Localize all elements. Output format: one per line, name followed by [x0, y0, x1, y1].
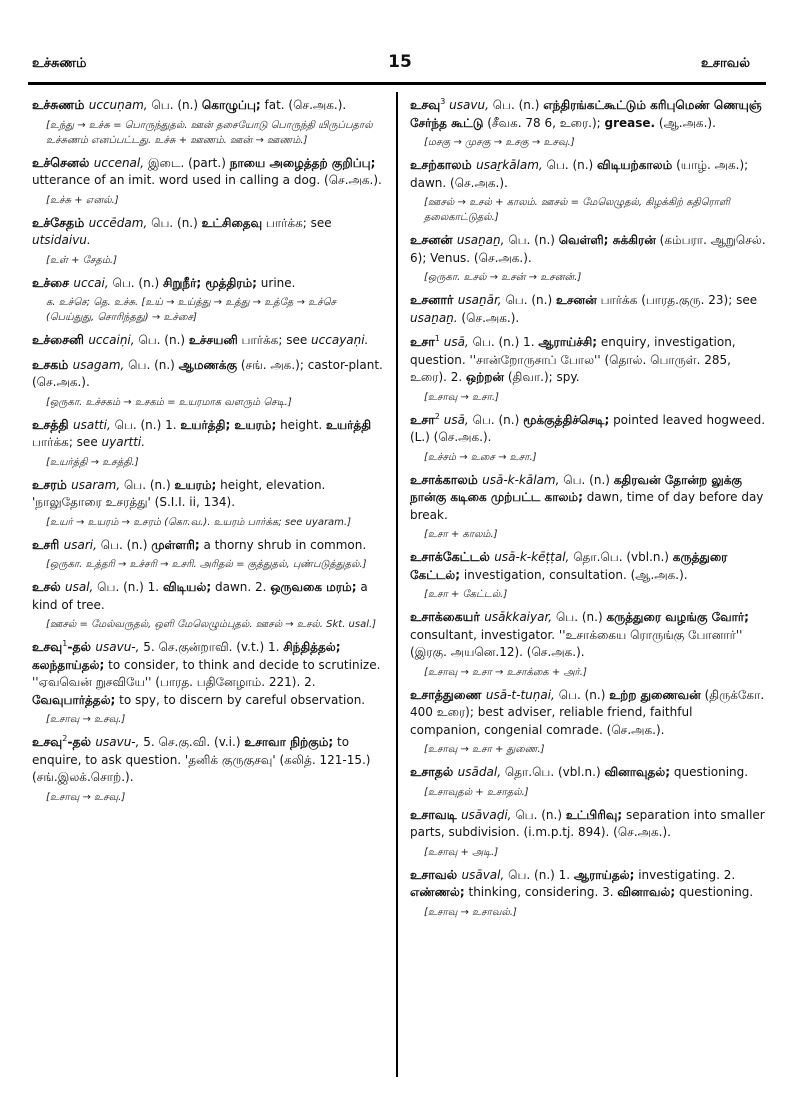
definition-text: (திவா.); spy.: [504, 370, 580, 384]
entry-definition: [32, 638, 384, 709]
transliteration: uccēdam,: [88, 215, 148, 230]
headword: உச்செனல்: [32, 154, 94, 170]
dictionary-entry: [32, 96, 384, 148]
etymology-note: [மசகு → முசகு → உசகு → உசவு.]: [424, 137, 575, 148]
entry-definition: [410, 96, 766, 132]
headword: உசற்காலம்: [410, 157, 477, 172]
etymology-note: [உயர் → உயரம் → உசரம் (கொ.வ.). உயரம் பார்க்க; see uyaram.]: [46, 516, 352, 528]
entry-definition: [410, 411, 766, 447]
entry-definition: [410, 763, 766, 782]
dictionary-page: [28, 52, 772, 1092]
page-header: [28, 52, 772, 78]
column-divider: [396, 92, 398, 1077]
headword: உசத்தி: [32, 416, 73, 432]
tamil-gloss: கதிரவன் தோன்ற லுக்கு நான்கு கடிகை முற்பட்ட காலம்;: [410, 472, 742, 504]
tamil-gloss: ஆராய்தல்;: [573, 867, 635, 882]
definition-text: questioning.: [675, 885, 754, 899]
entry-definition: [410, 333, 766, 387]
tamil-gloss: வினாவல்;: [617, 885, 676, 899]
definition-text: பார்க்க; see: [262, 215, 332, 230]
definition-text: (செ.அக.).: [457, 310, 520, 325]
tamil-gloss: உசனன்: [555, 293, 597, 307]
tamil-gloss: உயரம்;: [174, 477, 217, 492]
tamil-gloss: உச்சயனி: [188, 333, 238, 347]
definition-text: (சீவக. 78 6, உரை.);: [483, 115, 605, 130]
definition-text: பெ. (n.): [501, 293, 556, 307]
definition-text: பார்க்க; see: [32, 435, 102, 449]
tamil-gloss: ஆமணக்கு: [178, 357, 238, 372]
definition-text: investigation, consultation. (ஆ.அக.).: [460, 567, 688, 582]
tamil-gloss: விடியற்காலம்: [597, 158, 673, 172]
definition-text: a kind of tree.: [32, 580, 368, 612]
etymology-note: [ஒருகா. உசல் → உசன் → உசனன்.]: [424, 272, 582, 283]
headword: உசாக்கையர்: [410, 609, 485, 624]
dictionary-entry: [410, 231, 766, 285]
dictionary-entry: [32, 356, 384, 410]
definition-text: separation into smaller parts, subdivision. (i.m.p.tj. 894). (செ.அக.).: [410, 807, 765, 839]
transliteration: usaṉār,: [457, 293, 502, 307]
tamil-gloss: சிறுநீர்; மூத்திரம்;: [163, 275, 257, 290]
transliteration: usaṟkālam,: [476, 158, 543, 172]
dictionary-entry: [32, 154, 384, 208]
dictionary-entry: [32, 214, 384, 268]
header-right-guide-word: உசாவல்: [700, 56, 750, 71]
transliteration: usari,: [63, 537, 97, 552]
tamil-gloss: எந்திரங்கட்கூட்டும் கரிபுமெண் ணெயுஞ் சேர்ந்த கூட்டு: [410, 98, 762, 130]
definition-text: பெ. (n.): [147, 215, 202, 230]
transliteration: usavu,: [449, 98, 489, 112]
transliteration: usatti,: [73, 417, 111, 432]
definition-text: dawn, time of day before day break.: [410, 490, 764, 522]
headword: உசல்: [32, 579, 65, 594]
transliteration: usagam,: [72, 357, 125, 372]
cross-reference: uyartti.: [101, 435, 146, 449]
tamil-gloss: உட்சிதைவு: [201, 215, 263, 230]
dictionary-entry: [410, 686, 766, 758]
transliteration: usāvaḍi,: [461, 807, 512, 822]
definition-text: பார்க்க; see: [237, 333, 312, 347]
definition-text: a thorny shrub in common.: [199, 537, 367, 552]
transliteration: uccaiṇi,: [88, 333, 135, 347]
cross-reference: utsidaivu.: [32, 233, 91, 247]
headword: உசாதல்: [410, 764, 458, 779]
definition-text: பெ. (n.): [559, 472, 614, 487]
definition-text: பெ. (n.): [504, 233, 559, 247]
definition-text: height, elevation. 'நாலுதோரை உசரத்து' (S.I.I. ii, 134).: [32, 477, 326, 509]
headword: உச்சை: [32, 274, 74, 290]
definition-text: fat. (செ.அக.).: [260, 98, 347, 112]
tamil-gloss: வெள்ளி; சுக்கிரன்: [558, 233, 656, 247]
definition-text: பெ. (n.): [542, 158, 598, 172]
entry-definition: [410, 231, 766, 267]
headword: உச்சேதம்: [32, 214, 89, 230]
homograph-number: 1: [62, 639, 68, 648]
etymology-note: [உசாவு → உசா + துணை.]: [424, 744, 545, 755]
tamil-gloss: வேவுபார்த்தல்;: [32, 692, 116, 707]
definition-text: பெ. (n.) 1.: [110, 417, 181, 432]
transliteration: usākkaiyar,: [484, 610, 553, 624]
definition-text: urine.: [256, 275, 296, 290]
tamil-gloss: உயர்த்தி: [325, 417, 372, 432]
headword: உசா: [410, 334, 435, 349]
tamil-gloss: ஒருவகை மரம்;: [270, 580, 357, 594]
tamil-gloss: வினாவுதல்;: [604, 765, 671, 779]
headword: உசகம்: [32, 356, 73, 372]
transliteration: usā-t-tuṇai,: [485, 687, 555, 702]
cross-reference: uccayaṇi.: [311, 333, 369, 347]
dictionary-entry: [410, 608, 766, 680]
headword: உசாக்கேட்டல்: [410, 549, 495, 564]
entry-definition: [410, 548, 766, 584]
transliteration: uccuṇam,: [88, 98, 148, 112]
tamil-gloss: உற்ற துணைவன்: [609, 687, 701, 702]
tamil-gloss: உயர்த்தி; உயரம்;: [180, 417, 277, 432]
dictionary-entry: [410, 411, 766, 465]
dictionary-entry: [410, 156, 766, 225]
transliteration: usā-k-kālam,: [482, 472, 560, 487]
headword: உசாத்துணை: [410, 686, 486, 702]
right-column: [410, 96, 766, 926]
dictionary-entry: [32, 733, 384, 805]
etymology-note: [ஊசல் → உசல் + காலம். ஊசல் = மேலெழுதல், கிழக்கிற் கதிரொளி தலைகாட்டுதல்.]: [424, 197, 730, 223]
definition-text: (கம்பரா. ஆறுசெல். 6); Venus. (செ.அக.).: [410, 233, 766, 265]
entry-definition: [32, 578, 384, 614]
entry-definition: [410, 866, 766, 902]
dictionary-entry: [410, 548, 766, 602]
etymology-note: [உசாவு → உசாவல்.]: [424, 906, 517, 918]
definition-text: பெ. (n.) 1.: [93, 580, 163, 594]
homograph-number: 2: [434, 411, 440, 421]
dictionary-entry: [410, 291, 766, 327]
definition-text: பெ. (n.) 1.: [504, 867, 574, 882]
transliteration: usavu-,: [95, 640, 140, 654]
etymology-note: [உசாவு → உசா → உசாக்கை + அர்.]: [424, 666, 587, 678]
tamil-gloss: உசாவா நிற்கும்;: [244, 735, 334, 749]
transliteration: usā,: [443, 335, 469, 349]
headword: உசாவல்: [410, 866, 462, 882]
definition-text: பெ. (n.): [134, 333, 189, 347]
entry-definition: [32, 96, 384, 115]
left-column: [32, 96, 384, 811]
etymology-note: [உசாவு → உசா.]: [424, 391, 499, 403]
dictionary-entry: [410, 333, 766, 405]
tamil-gloss: எண்ணல்;: [410, 885, 465, 899]
transliteration: usavu-,: [95, 735, 140, 749]
definition-text: தொ.பெ. (vbl.n.): [501, 765, 605, 779]
entry-definition: [410, 608, 766, 662]
etymology-note: க. உச்செ; தெ. உச்சு. [உய் → உய்த்து → உத்து → உத்தே → உச்செ (பெய்துது, சொரிந்தது) → உச்சை]: [46, 297, 337, 323]
etymology-note: [ஒருகா. உத்தரி → உச்சரி → உசரி. அரிதல் = குத்துதல், புண்படுத்துதல்.]: [46, 559, 367, 570]
entry-definition: [410, 156, 766, 192]
dictionary-entry: [410, 96, 766, 150]
entry-definition: [410, 291, 766, 327]
etymology-note: [ஒருகா. உச்சகம் → உசகம் = உயரமாக வளரும் செடி.]: [46, 396, 292, 408]
transliteration: uccai,: [73, 275, 109, 290]
etymology-note: [உயர்த்தி → உசத்தி.]: [46, 456, 139, 468]
etymology-note: [உசா + கேட்டல்.]: [424, 589, 508, 600]
entry-definition: [32, 356, 384, 392]
header-left-guide-word: உச்சுணம்: [32, 56, 87, 71]
entry-definition: [32, 331, 384, 350]
headword: உசாவடி: [410, 806, 462, 822]
cross-reference: usaṉaṉ.: [410, 310, 458, 325]
definition-text: pointed leaved hogweed. (L.) (செ.அக.).: [410, 412, 766, 444]
definition-text: தொ.பெ. (vbl.n.): [569, 550, 673, 564]
definition-text: பெ. (n.): [124, 357, 179, 372]
etymology-note: [உந்து → உச்சு = பொருந்துதல். ஊன் தசையோடு பொருந்தி யிருப்பதால் உச்சுணம் எனப்பட்டது. உச்சு + ஊணம். ஊன் → ஊணம்.]: [46, 119, 373, 146]
entry-definition: [32, 733, 384, 787]
headword: உசவு: [32, 639, 63, 654]
definition-text: to spy, to discern by careful observation.: [115, 692, 366, 707]
etymology-note: [உச்சம் → உசை → உசா.]: [424, 451, 537, 463]
definition-text: பெ. (n.): [488, 98, 544, 112]
definition-text: பெ. (n.): [468, 412, 524, 427]
homograph-number: 3: [440, 97, 446, 106]
entry-definition: [410, 686, 766, 740]
entry-definition: [410, 471, 766, 525]
entry-definition: [32, 416, 384, 452]
definition-text: utterance of an imit. word used in calling a dog. (செ.அக.).: [32, 173, 382, 187]
page-number: 15: [388, 52, 412, 72]
dictionary-entry: [32, 274, 384, 326]
dictionary-entry: [32, 638, 384, 727]
tamil-gloss: grease.: [604, 115, 656, 130]
definition-text: (சங். அக.); castor-plant. (செ.அக.).: [32, 357, 383, 389]
transliteration: usal,: [65, 580, 94, 594]
tamil-gloss: மூக்குத்திச்செடி;: [523, 412, 610, 427]
headword: உசரம்: [32, 476, 72, 492]
dictionary-entry: [32, 536, 384, 573]
definition-text: 5. செ.கு.வி. (v.i.): [139, 735, 245, 749]
definition-text: பெ. (n.): [511, 807, 566, 822]
etymology-note: [உள் + சேதம்.]: [46, 254, 118, 266]
dictionary-entry: [410, 763, 766, 800]
entry-definition: [32, 476, 384, 512]
dictionary-entry: [410, 866, 766, 920]
etymology-note: [உசா + காலம்.]: [424, 529, 498, 540]
headword: உசனார்: [410, 292, 458, 307]
definition-text: பெ. (n.): [120, 477, 175, 492]
headword: உசரி: [32, 536, 64, 552]
definition-text: (யாழ். அக.); dawn. (செ.அக.).: [410, 158, 749, 190]
headword: உசனன்: [410, 232, 457, 247]
definition-text: thinking, considering. 3.: [464, 885, 618, 899]
entry-definition: [32, 274, 384, 293]
transliteration: usāval,: [461, 867, 505, 882]
definition-text: dawn. 2.: [211, 580, 271, 594]
definition-text: (திருக்கோ. 400 உரை); best adviser, reliable friend, faithful companion, congenial comrade. (செ.அக.).: [410, 687, 765, 737]
header-rule: [28, 82, 766, 85]
definition-text: பெ. (n.): [552, 610, 607, 624]
tamil-gloss: விடியல்;: [162, 580, 212, 594]
definition-text: height.: [276, 417, 326, 432]
tamil-gloss: ஆராய்ச்சி;: [538, 335, 598, 349]
definition-text: (ஆ.அக.).: [655, 115, 716, 130]
etymology-note: [உச்சு + எனல்.]: [46, 194, 119, 206]
etymology-note: [ஊசல் = மேல்வருதல், ஒளி மேலெழும்புதல். ஊசல் → உசல். Skt. usal.]: [46, 619, 377, 630]
transliteration: usaram,: [71, 477, 121, 492]
headword: -தல்: [67, 639, 96, 654]
definition-text: consultant, investigator. ''உசாக்கைய ரொருங்கு போனார்'' (இரகு. அயனெ.12). (செ.அக.).: [410, 627, 743, 659]
headword: உச்சைனி: [32, 332, 89, 347]
definition-text: பெ. (n.): [108, 275, 163, 290]
definition-text: பெ. (n.): [147, 98, 202, 112]
transliteration: usādal,: [457, 765, 502, 779]
headword: உசவு: [410, 97, 441, 112]
dictionary-entry: [32, 578, 384, 632]
entry-definition: [32, 214, 384, 250]
transliteration: uccenal,: [93, 155, 145, 170]
transliteration: usaṉaṉ,: [456, 233, 505, 247]
etymology-note: [உசாவு → உசவு.]: [46, 714, 126, 725]
tamil-gloss: கருத்துரை வழங்கு வோர்;: [606, 610, 749, 624]
definition-text: to consider, to think and decide to scrutinize. ''ஏவவென் றுசவியே'' (பாரத. பதினேழாம். 221). 2.: [32, 657, 381, 689]
headword: உச்சுணம்: [32, 97, 89, 112]
tamil-gloss: ஒற்றன்: [466, 370, 505, 384]
definition-text: இடை. (part.): [144, 155, 230, 170]
tamil-gloss: உட்பிரிவு;: [565, 807, 623, 822]
entry-definition: [32, 154, 384, 190]
tamil-gloss: கருத்துரை கேட்டல்;: [410, 550, 728, 582]
tamil-gloss: சிந்தித்தல்; கலந்தாய்தல்;: [32, 640, 341, 672]
entry-definition: [410, 806, 766, 842]
etymology-note: [உசாவு + அடி.]: [424, 846, 499, 858]
definition-text: 5. செ.குன்றாவி. (v.t.) 1.: [139, 640, 284, 654]
transliteration: usā-k-kēṭṭal,: [494, 550, 570, 564]
dictionary-entry: [32, 476, 384, 530]
headword: உசாக்காலம்: [410, 471, 483, 487]
homograph-number: 1: [434, 334, 440, 343]
definition-text: பெ. (n.): [96, 537, 152, 552]
tamil-gloss: நாயை அழைத்தற் குறிப்பு;: [229, 155, 376, 170]
headword: உசவு: [32, 734, 63, 749]
definition-text: பெ. (n.) 1.: [468, 335, 539, 349]
dictionary-entry: [32, 331, 384, 350]
headword: -தல்: [67, 734, 96, 749]
tamil-gloss: கொழுப்பு;: [201, 98, 261, 112]
definition-text: enquiry, investigation, question. ''சான்றோருசாப் போல'' (தொல். பொருள். 285, உரை). 2.: [410, 335, 736, 384]
definition-text: பார்க்க (பாரத.குரு. 23); see: [596, 293, 758, 307]
dictionary-entry: [410, 806, 766, 860]
etymology-note: [உசாவுதல் + உசாதல்.]: [424, 786, 529, 798]
definition-text: questioning.: [670, 765, 749, 779]
etymology-note: [உசாவு → உசவு.]: [46, 791, 126, 803]
dictionary-entry: [410, 471, 766, 543]
headword: உசா: [410, 411, 435, 427]
homograph-number: 2: [62, 734, 68, 743]
dictionary-entry: [32, 416, 384, 470]
tamil-gloss: முள்ளரி;: [151, 537, 200, 552]
transliteration: usā,: [443, 412, 469, 427]
entry-definition: [32, 536, 384, 555]
definition-text: பெ. (n.): [554, 687, 610, 702]
definition-text: investigating. 2.: [634, 867, 736, 882]
definition-text: to enquire, to ask question. 'தனிக் குருகுசவு' (கலித். 121-15.) (சங்.இலக்.சொற்.).: [32, 735, 371, 784]
